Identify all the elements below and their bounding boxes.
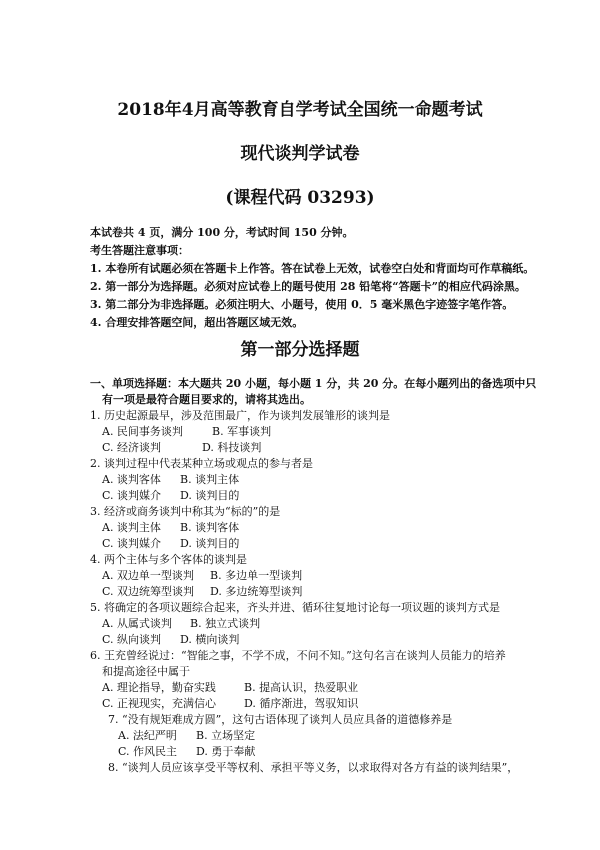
notes-intro: 本试卷共 4 页，满分 100 分，考试时间 150 分钟。: [90, 226, 354, 239]
question-stem: 4. 两个主体与多个客体的谈判是: [90, 553, 247, 566]
exam-title: 2018年4月高等教育自学考试全国统一命题考试: [117, 100, 483, 120]
option: A. 谈判客体: [102, 473, 161, 486]
option: D. 科技谈判: [202, 441, 262, 454]
option: B. 多边单一型谈判: [210, 569, 303, 582]
option: C. 谈判媒介: [102, 537, 162, 550]
option: C. 经济谈判: [102, 441, 162, 454]
option: D. 多边统筹型谈判: [210, 585, 303, 598]
question-stem: 2. 谈判过程中代表某种立场或观点的参与者是: [90, 457, 313, 470]
option: C. 作风民主: [118, 745, 178, 758]
option: D. 横向谈判: [180, 633, 240, 646]
option: C. 谈判媒介: [102, 489, 162, 502]
option: D. 谈判目的: [180, 489, 240, 502]
option: A. 民间事务谈判: [102, 425, 183, 438]
option: B. 谈判客体: [180, 521, 240, 534]
option-row: [102, 617, 260, 630]
option-row: [102, 537, 239, 550]
option: C. 正视现实，充满信心: [102, 697, 217, 710]
option-row: [118, 729, 255, 742]
notes-item: 3. 第二部分为非选择题。必须注明大、小题号，使用 0．5 毫米黑色字迹签字笔作答。: [90, 298, 514, 311]
notes-item: 4. 合理安排答题空间，超出答题区域无效。: [90, 316, 304, 329]
option: D. 循序渐进，驾驭知识: [244, 697, 359, 710]
paper-title: 现代谈判学试卷: [240, 144, 360, 164]
option-row: [102, 681, 358, 694]
option-row: [102, 633, 239, 646]
option: B. 独立式谈判: [190, 617, 261, 630]
question-stem: 1. 历史起源最早，涉及范围最广，作为谈判发展雏形的谈判是: [90, 409, 390, 422]
option: B. 军事谈判: [212, 425, 272, 438]
section-instructions-line1: 一、单项选择题：本大题共 20 小题，每小题 1 分，共 20 分。在每小题列出的备选项中只: [90, 377, 537, 390]
question-stem: 3. 经济或商务谈判中称其为“标的”的是: [90, 505, 281, 518]
option: B. 提高认识，热爱职业: [244, 681, 359, 694]
option-row: [102, 425, 271, 438]
option: D. 谈判目的: [180, 537, 240, 550]
option: C. 纵向谈判: [102, 633, 162, 646]
option: A. 法纪严明: [118, 729, 177, 742]
notes-item: 1. 本卷所有试题必须在答题卡上作答。答在试卷上无效，试卷空白处和背面均可作草稿纸。: [90, 262, 535, 275]
option-row: [102, 569, 302, 582]
option-row: [102, 521, 239, 534]
notes-heading: 考生答题注意事项：: [90, 244, 189, 257]
question-stem-continued: 和提高途径中属于: [102, 665, 190, 678]
option: A. 谈判主体: [102, 521, 161, 534]
question-stem: 8. “谈判人员应该享受平等权利、承担平等义务，以求取得对各方有益的谈判结果”，: [108, 761, 519, 774]
option-row: [102, 585, 302, 598]
notes-item: 2. 第一部分为选择题。必须对应试卷上的题号使用 28 铅笔将“答题卡”的相应代码涂黑。: [90, 280, 526, 293]
option: C. 双边统筹型谈判: [102, 585, 195, 598]
option-row: [102, 489, 239, 502]
option: D. 勇于奉献: [196, 745, 256, 758]
option: A. 理论指导，勤奋实践: [102, 681, 216, 694]
option: A. 双边单一型谈判: [102, 569, 194, 582]
question-stem: 7. “没有规矩难成方圆”，这句古语体现了谈判人员应具备的道德修养是: [108, 713, 453, 726]
option-row: [118, 745, 255, 758]
option: A. 从属式谈判: [102, 617, 172, 630]
question-stem: 6. 王充曾经说过：“智能之事，不学不成，不问不知。”这句名言在谈判人员能力的培养: [90, 649, 506, 662]
option-row: [102, 473, 239, 486]
option-row: [102, 697, 358, 710]
option-row: [102, 441, 261, 454]
part-one-title: 第一部分选择题: [240, 340, 360, 360]
option: B. 立场坚定: [196, 729, 256, 742]
question-stem: 5. 将确定的各项议题综合起来，齐头并进、循环往复地讨论每一项议题的谈判方式是: [90, 601, 500, 614]
section-instructions-line2: 有一项是最符合题目要求的，请将其选出。: [102, 393, 311, 406]
course-code: (课程代码 03293): [225, 188, 375, 208]
option: B. 谈判主体: [180, 473, 240, 486]
